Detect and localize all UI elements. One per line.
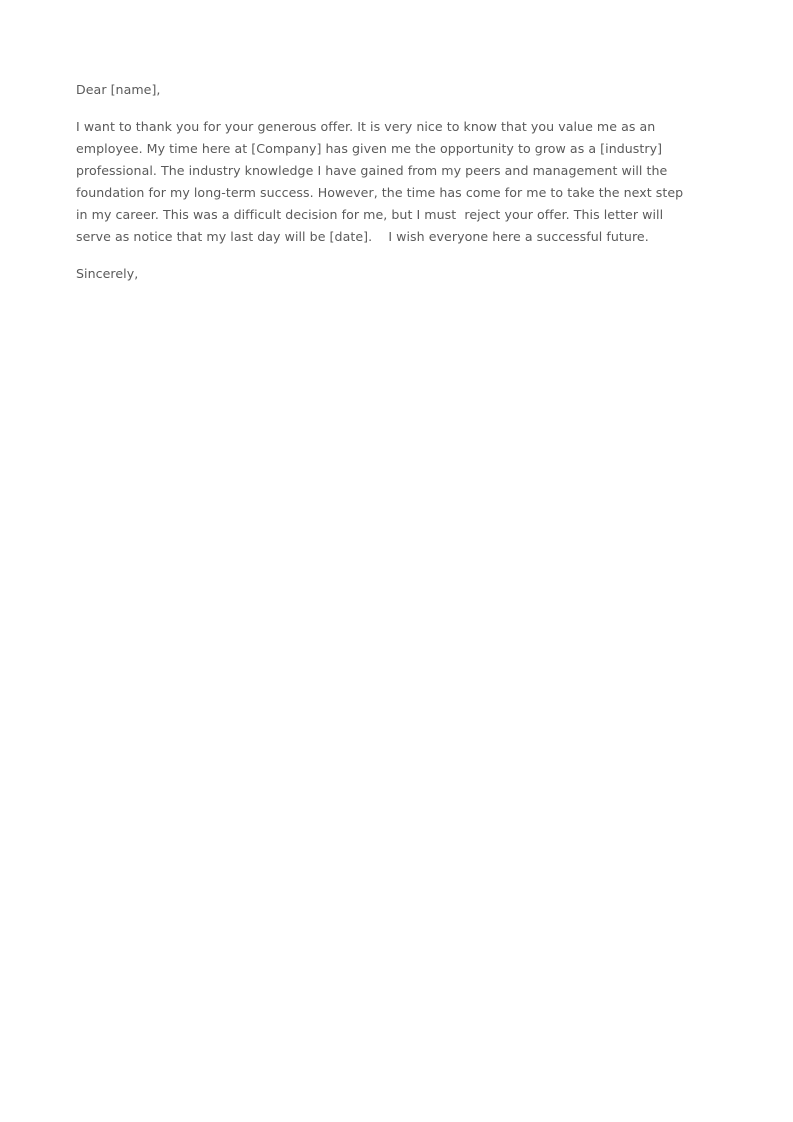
body-line: in my career. This was a difficult decision for me, but I must reject your offer. This letter will xyxy=(76,207,664,222)
body-line: professional. The industry knowledge I have gained from my peers and management will the xyxy=(76,163,668,178)
body-line: foundation for my long-term success. However, the time has come for me to take the next step xyxy=(76,185,684,200)
body-line: I want to thank you for your generous offer. It is very nice to know that you value me as an xyxy=(76,119,656,134)
salutation: Dear [name], xyxy=(76,82,161,97)
letter-body xyxy=(76,116,724,248)
body-line: employee. My time here at [Company] has given me the opportunity to grow as a [industry] xyxy=(76,141,663,156)
closing: Sincerely, xyxy=(76,266,139,281)
letter xyxy=(76,79,724,285)
body-line: serve as notice that my last day will be [date]. I wish everyone here a successful future. xyxy=(76,229,649,244)
